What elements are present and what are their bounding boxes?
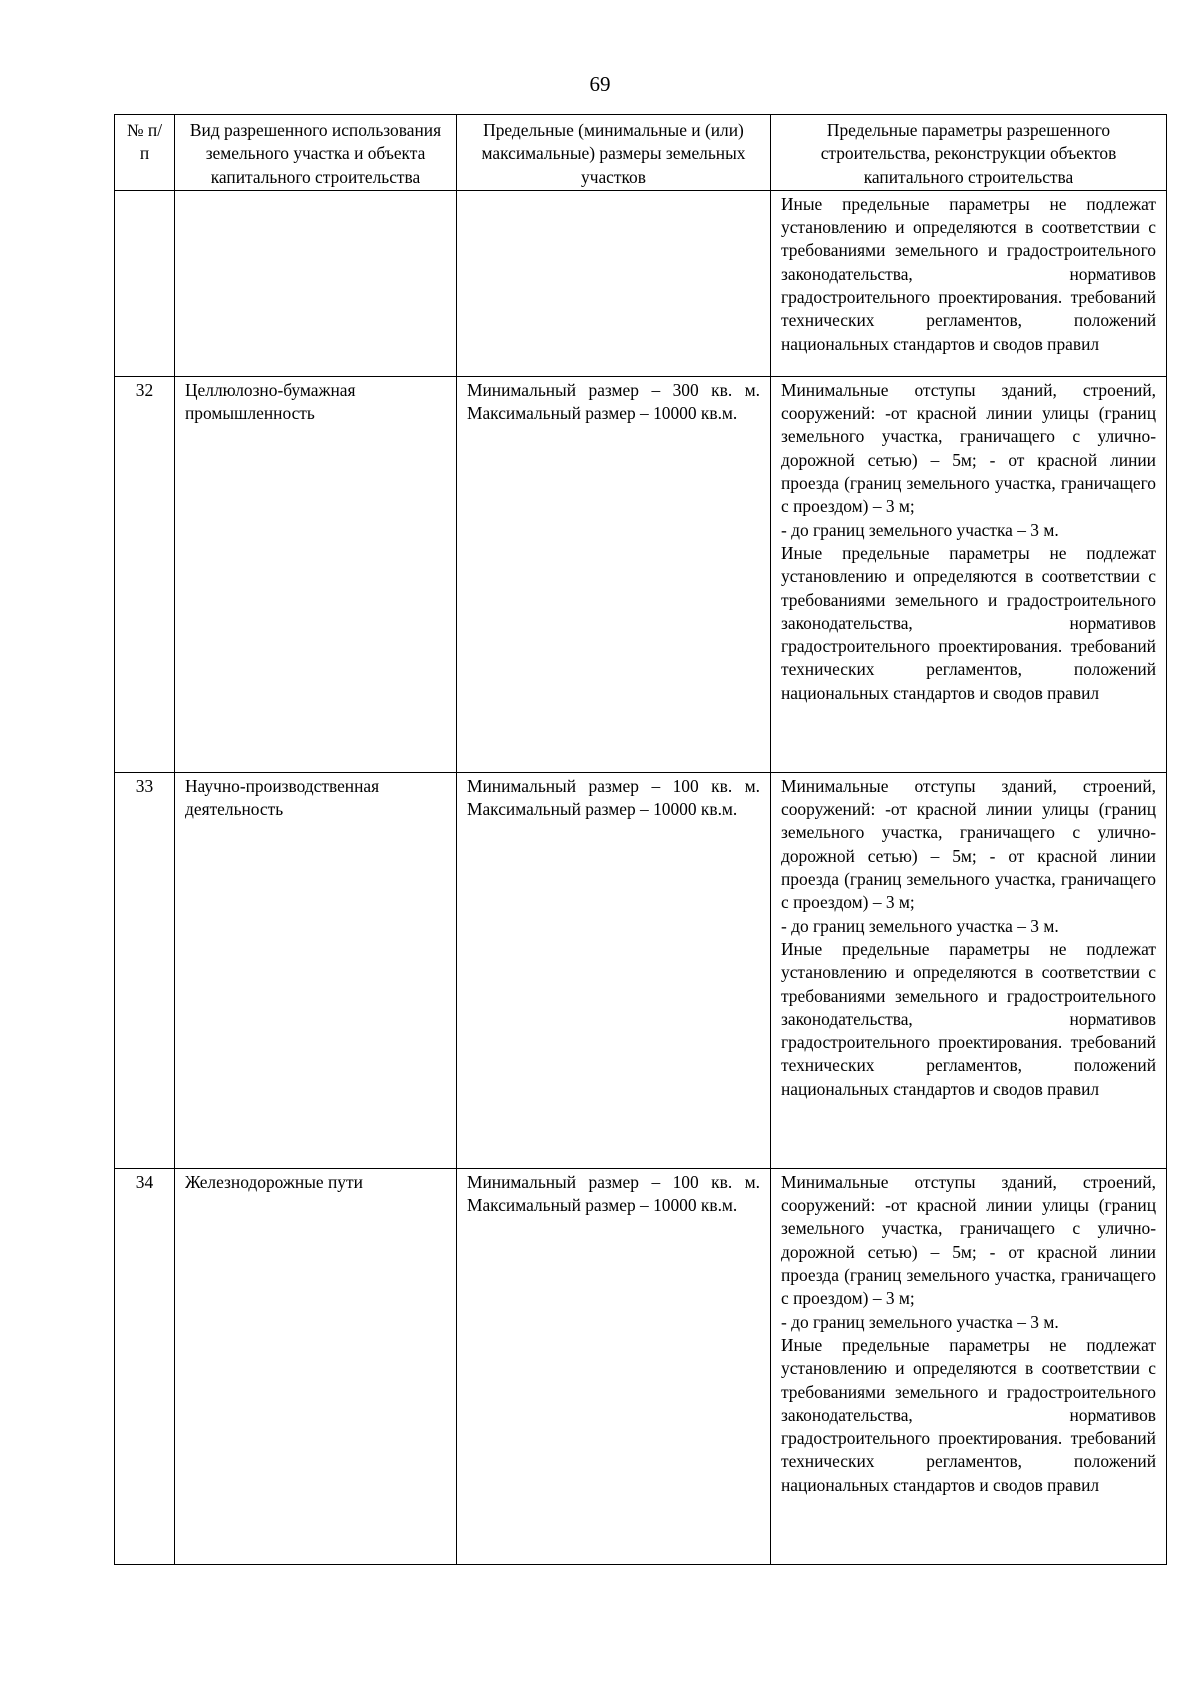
table-row-continuation: [115, 190, 1167, 376]
other-params-text: Иные предельные параметры не подлежат установлению и определяются в соответствии с требованиями земельного и градостроительного законодательства, нормативов градостроительного проектирования. требований технических регламентов, положений национальных стандартов и сводов правил: [781, 542, 1156, 703]
other-params-text: Иные предельные параметры не подлежат установлению и определяются в соответствии с требованиями земельного и градостроительного законодательства, нормативов градостроительного проектирования. требований технических регламентов, положений национальных стандартов и сводов правил: [781, 193, 1156, 354]
other-params-text: Иные предельные параметры не подлежат установлению и определяются в соответствии с требованиями земельного и градостроительного законодательства, нормативов градостроительного проектирования. требований технических регламентов, положений национальных стандартов и сводов правил: [781, 938, 1156, 1099]
cell-use-type: Научно-производственная деятельность: [175, 772, 457, 1168]
cell-plot-sizes: [457, 376, 771, 772]
other-params-text: Иные предельные параметры не подлежат установлению и определяются в соответствии с требованиями земельного и градостроительного законодательства, нормативов градостроительного проектирования. требований технических регламентов, положений национальных стандартов и сводов правил: [781, 1334, 1156, 1495]
to-boundary-text: - до границ земельного участка – 3 м.: [781, 915, 1059, 936]
header-build-params: Предельные параметры разрешенного строительства, реконструкции объектов капитального строительства: [771, 115, 1167, 191]
cell-plot-sizes: [457, 772, 771, 1168]
cell-number: 33: [115, 772, 175, 1168]
table-row: [115, 376, 1167, 772]
land-use-table: [114, 114, 1167, 1565]
plot-sizes-text: Минимальный размер – 100 кв. м. Максимальный размер – 10000 кв.м.: [467, 1171, 760, 1216]
cell-number: 32: [115, 376, 175, 772]
to-boundary-text: - до границ земельного участка – 3 м.: [781, 1311, 1059, 1332]
plot-sizes-text: Минимальный размер – 100 кв. м. Максимальный размер – 10000 кв.м.: [467, 775, 760, 820]
header-number: № п/п: [115, 115, 175, 191]
header-use-type: Вид разрешенного использования земельного участка и объекта капитального строительства: [175, 115, 457, 191]
cell-build-params: [771, 772, 1167, 1168]
cell-build-params: [771, 190, 1167, 376]
cell-use-type: [175, 190, 457, 376]
to-boundary-text: - до границ земельного участка – 3 м.: [781, 519, 1059, 540]
setbacks-text: Минимальные отступы зданий, строений, сооружений: -от красной линии улицы (границ земельного участка, граничащего с улично-дорожной сетью) – 5м; - от красной линии проезда (границ земельного участка, граничащего с проездом) – 3 м;: [781, 775, 1156, 913]
header-plot-sizes: Предельные (минимальные и (или) максимальные) размеры земельных участков: [457, 115, 771, 191]
setbacks-text: Минимальные отступы зданий, строений, сооружений: -от красной линии улицы (границ земельного участка, граничащего с улично-дорожной сетью) – 5м; - от красной линии проезда (границ земельного участка, граничащего с проездом) – 3 м;: [781, 1171, 1156, 1309]
table-header-row: [115, 115, 1167, 191]
cell-plot-sizes: [457, 190, 771, 376]
cell-plot-sizes: [457, 1168, 771, 1564]
cell-number: 34: [115, 1168, 175, 1564]
plot-sizes-text: Минимальный размер – 300 кв. м. Максимальный размер – 10000 кв.м.: [467, 379, 760, 424]
cell-build-params: [771, 376, 1167, 772]
cell-build-params: [771, 1168, 1167, 1564]
page-number: 69: [589, 72, 611, 96]
cell-use-type: Железнодорожные пути: [175, 1168, 457, 1564]
cell-number: [115, 190, 175, 376]
table-row: [115, 1168, 1167, 1564]
cell-use-type: Целлюлозно-бумажная промышленность: [175, 376, 457, 772]
table-row: [115, 772, 1167, 1168]
setbacks-text: Минимальные отступы зданий, строений, сооружений: -от красной линии улицы (границ земельного участка, граничащего с улично-дорожной сетью) – 5м; - от красной линии проезда (границ земельного участка, граничащего с проездом) – 3 м;: [781, 379, 1156, 517]
